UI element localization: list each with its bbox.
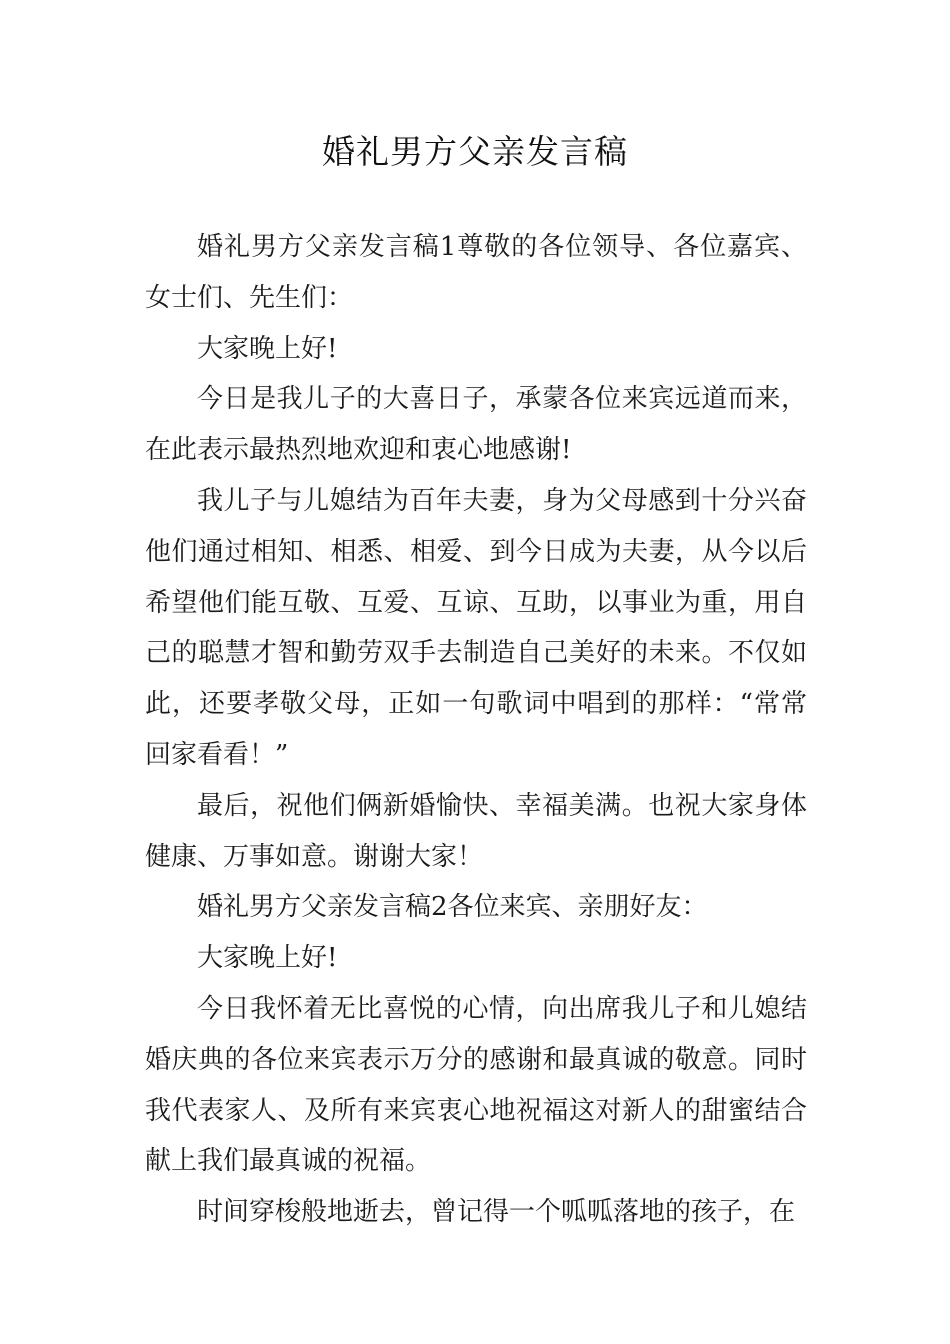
paragraph-8: 今日我怀着无比喜悦的心情，向出席我儿子和儿媳结婚庆典的各位来宾表示万分的感谢和最真诚的敬意。同时我代表家人、及所有来宾衷心地祝福这对新人的甜蜜结合献上我们最真诚的祝福。: [145, 993, 807, 1177]
document-title: 婚礼男方父亲发言稿: [322, 132, 628, 171]
paragraph-1: 婚礼男方父亲发言稿1尊敬的各位领导、各位嘉宾、女士们、先生们：: [145, 232, 807, 313]
paragraph-4: 我儿子与儿媳结为百年夫妻，身为父母感到十分兴奋他们通过相知、相悉、相爱、到今日成为夫妻，从今以后希望他们能互敬、互爱、互谅、互助，以事业为重，用自己的聪慧才智和勤劳双手去制造自己美好的未来。不仅如此，还要孝敬父母，正如一句歌词中唱到的那样：“常常回家看看！”: [145, 485, 807, 770]
paragraph-7: 大家晚上好!: [197, 943, 338, 974]
paragraph-9: 时间穿梭般地逝去，曾记得一个呱呱落地的孩子，在: [197, 1197, 796, 1228]
document-body: [145, 222, 807, 1238]
paragraph-2: 大家晚上好!: [197, 333, 338, 364]
paragraph-5: 最后，祝他们俩新婚愉快、幸福美满。也祝大家身体健康、万事如意。谢谢大家！: [145, 790, 807, 872]
paragraph-6: 婚礼男方父亲发言稿2各位来宾、亲朋好友：: [197, 892, 708, 923]
paragraph-3: 今日是我儿子的大喜日子，承蒙各位来宾远道而来，在此表示最热烈地欢迎和衷心地感谢!: [145, 384, 807, 466]
